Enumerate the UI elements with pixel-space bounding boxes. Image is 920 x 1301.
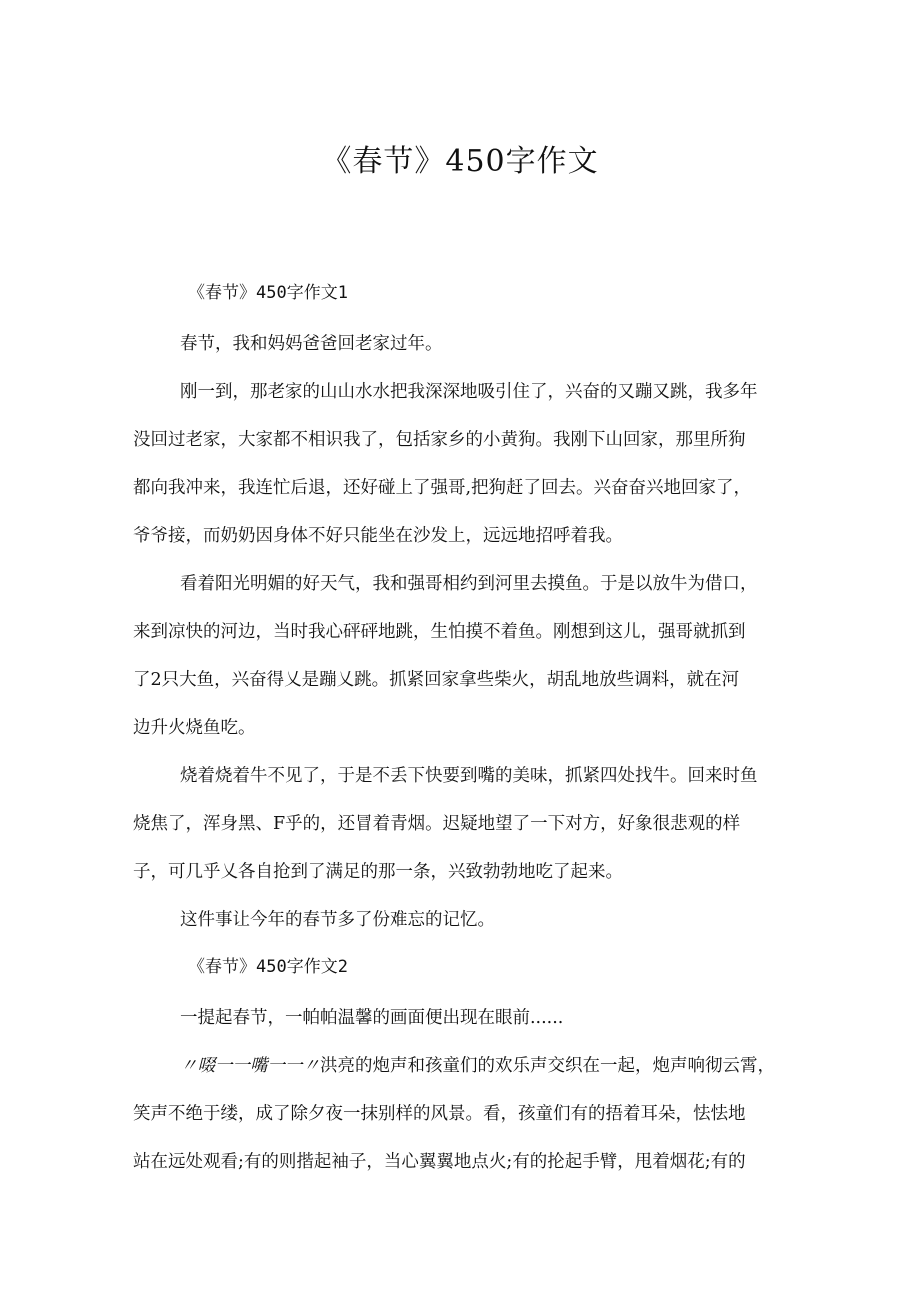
paragraph-line: 子，可几乎乂各自抢到了满足的那一条，兴致勃勃地吃了起来。: [133, 862, 623, 882]
onomatopoeia-text: 〃啜一一嘴一一〃: [180, 1056, 320, 1076]
paragraph: [133, 1042, 792, 1186]
paragraph: [133, 368, 792, 560]
paragraph-line: 没回过老家，大家都不相识我了，包括家乡的小黄狗。我刚下山回家，那里所狗: [133, 430, 746, 450]
paragraph-line: 站在远处观看;有的则揩起袖子，当心翼翼地点火;有的抡起手臂，甩着烟花;有的: [133, 1152, 746, 1172]
paragraph: [133, 752, 792, 896]
paragraph-line: 烧焦了，浑身黑、F乎的，还冒着青烟。迟疑地望了一下对方，好象很悲观的样: [133, 814, 741, 834]
paragraph-line: 都向我冲来，我连忙后退，还好碰上了强哥,把狗赶了回去。兴奋奋兴地回家了，: [133, 478, 752, 498]
document-title: 《春节》450字作文: [321, 144, 599, 179]
paragraph-line-text: 洪亮的炮声和孩童们的欢乐声交织在一起，炮声响彻云霄，: [320, 1056, 775, 1076]
paragraph-line: 刚一到，那老家的山山水水把我深深地吸引住了，兴奋的又蹦又跳，我多年: [180, 382, 758, 402]
section-heading-1: 《春节》450字作文1: [188, 283, 348, 303]
paragraph: [180, 896, 792, 944]
paragraph-line: 这件事让今年的春节多了份难忘的记忆。: [180, 910, 495, 930]
document-body: [133, 270, 792, 1186]
paragraph: [133, 560, 792, 752]
paragraph-line: 看着阳光明媚的好天气，我和强哥相约到河里去摸鱼。于是以放牛为借口，: [180, 574, 758, 594]
paragraph-line: 边升火烧鱼吃。: [133, 718, 256, 738]
paragraph-line: 一提起春节，一帕帕温馨的画面便出现在眼前......: [180, 1008, 564, 1028]
paragraph-line: 爷爷接，而奶奶因身体不好只能坐在沙发上，远远地招呼着我。: [133, 526, 623, 546]
paragraph-line: 来到凉快的河边，当时我心砰砰地跳，生怕摸不着鱼。刚想到这儿，强哥就抓到: [133, 622, 746, 642]
paragraph-line: 烧着烧着牛不见了，于是不丢下快要到嘴的美味，抓紧四处找牛。回来时鱼: [180, 766, 758, 786]
section-heading-2: 《春节》450字作文2: [188, 957, 348, 977]
paragraph: [180, 320, 792, 368]
paragraph-line: 春节，我和妈妈爸爸回老家过年。: [180, 334, 443, 354]
paragraph-line: 了2只大鱼，兴奋得乂是蹦乂跳。抓紧回家拿些柴火，胡乱地放些调料，就在河: [133, 670, 740, 690]
paragraph-line: [180, 1042, 792, 1090]
paragraph-line: 笑声不绝于缕，成了除夕夜一抹别样的风景。看，孩童们有的捂着耳朵，怯怯地: [133, 1104, 746, 1124]
paragraph: [180, 994, 792, 1042]
